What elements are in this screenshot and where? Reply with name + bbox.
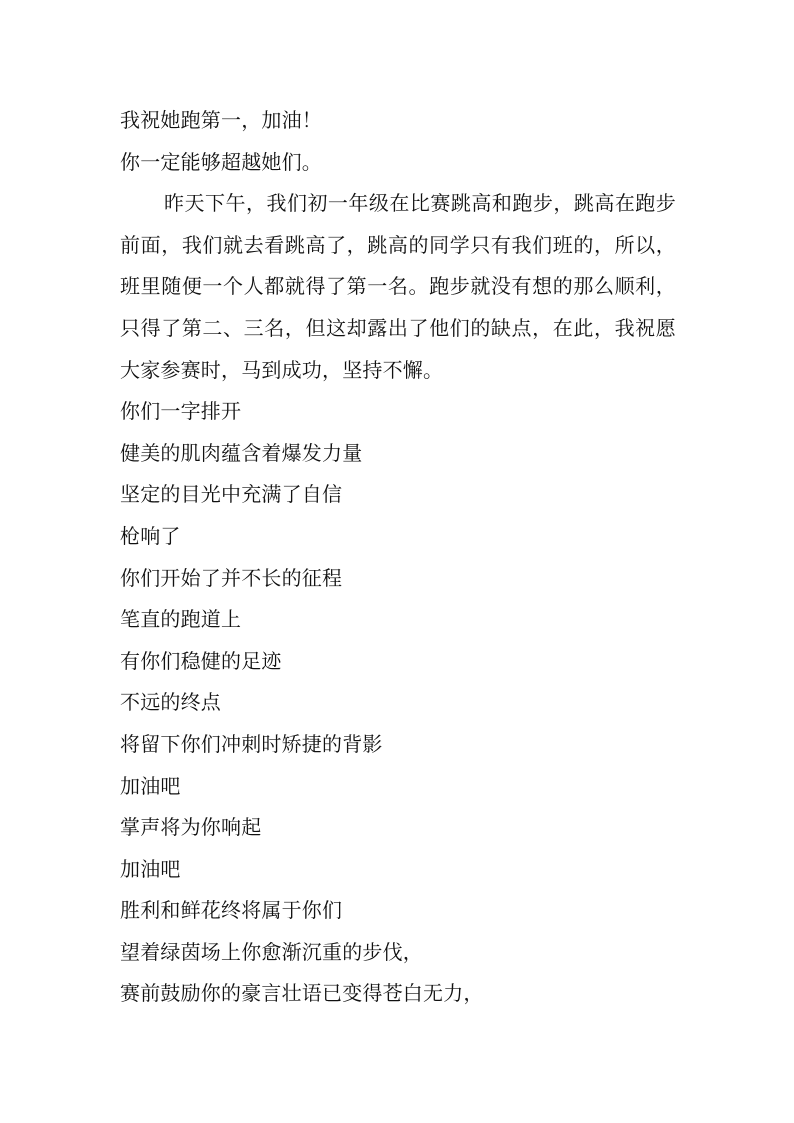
poem-line-1: 你们一字排开 [120,399,242,424]
text-line-2: 你一定能够超越她们。 [120,149,322,174]
poem-line-11: 掌声将为你响起 [120,815,262,840]
poem-line-8: 不远的终点 [120,690,221,715]
poem-line-9: 将留下你们冲刺时矫捷的背影 [120,731,383,756]
poem-line-4: 枪响了 [120,523,181,548]
document-body [120,100,676,1015]
poem-line-6: 笔直的跑道上 [120,607,242,632]
poem-line-12: 加油吧 [120,856,181,881]
poem-line-2: 健美的肌肉蕴含着爆发力量 [120,440,363,465]
body-paragraph: 昨天下午，我们初一年级在比赛跳高和跑步，跳高在跑步前面，我们就去看跳高了，跳高的同学只有我们班的，所以，班里随便一个人都就得了第一名。跑步就没有想的那么顺利，只得了第二、三名，但这却露出了他们的缺点，在此，我祝愿大家参赛时，马到成功，坚持不懈。 [120,191,676,382]
poem-line-7: 有你们稳健的足迹 [120,648,282,673]
poem-line-5: 你们开始了并不长的征程 [120,565,343,590]
poem-line-10: 加油吧 [120,773,181,798]
poem-line-3: 坚定的目光中充满了自信 [120,482,343,507]
poem-line-13: 胜利和鲜花终将属于你们 [120,898,343,923]
text-line-1: 我祝她跑第一，加油！ [120,108,322,132]
poem-line-14: 望着绿茵场上你愈渐沉重的步伐， [120,939,423,964]
poem-line-15: 赛前鼓励你的豪言壮语已变得苍白无力， [120,981,484,1006]
